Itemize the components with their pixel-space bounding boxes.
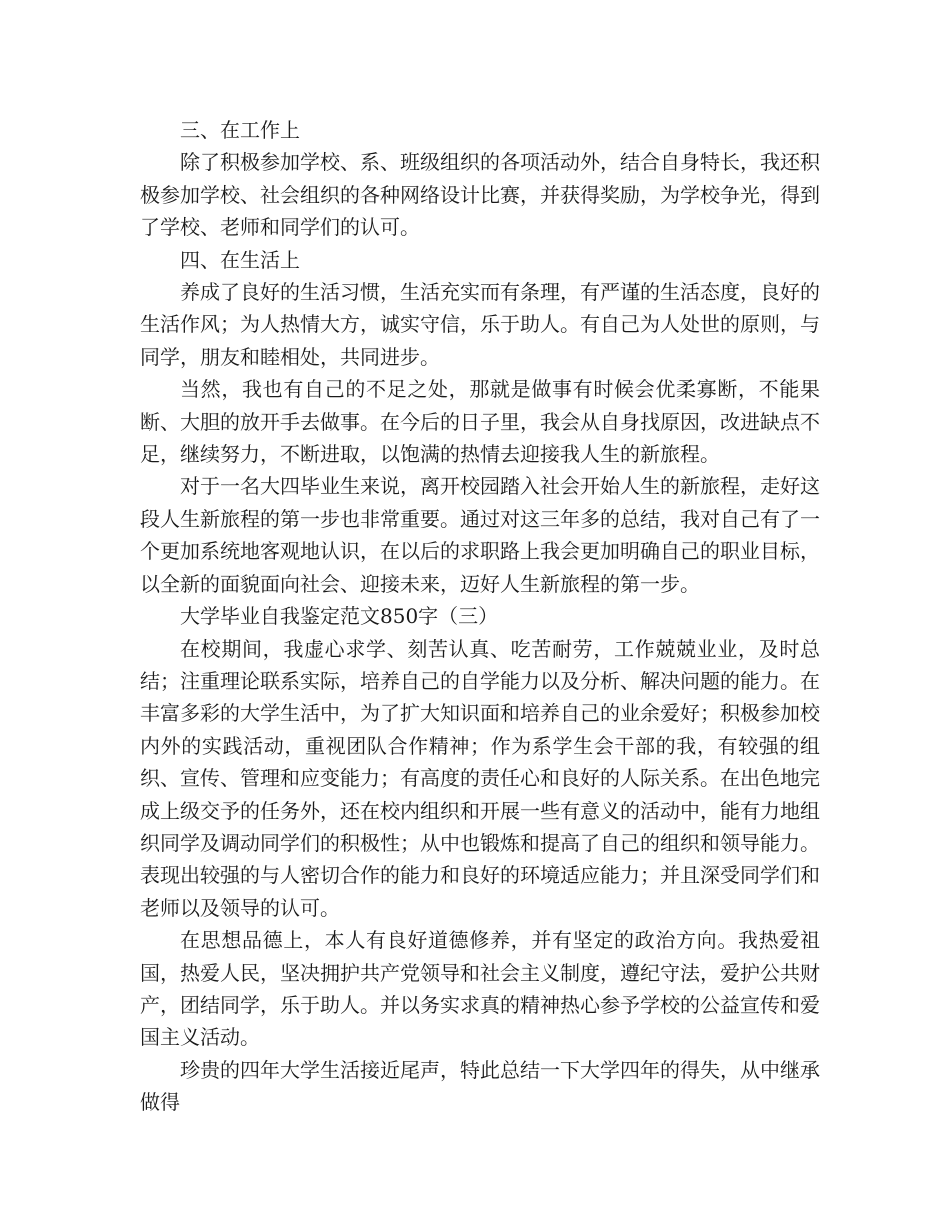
paragraph-life: 养成了良好的生活习惯，生活充实而有条理，有严谨的生活态度，良好的生活作风；为人热情大方，诚实守信，乐于助人。有自己为人处世的原则，与同学，朋友和睦相处，共同进步。 bbox=[140, 280, 820, 369]
paragraph-shortcomings: 当然，我也有自己的不足之处，那就是做事有时候会优柔寡断，不能果断、大胆的放开手去做事。在今后的日子里，我会从自身找原因，改进缺点不足，继续努力，不断进取，以饱满的热情去迎接我人生的新旅程。 bbox=[140, 377, 820, 467]
paragraph-work: 除了积极参加学校、系、班级组织的各项活动外，结合自身特长，我还积极参加学校、社会组织的各种网络设计比赛，并获得奖励，为学校争光，得到了学校、老师和同学们的认可。 bbox=[140, 150, 820, 240]
section-title-sample-three: 大学毕业自我鉴定范文850字（三） bbox=[180, 604, 499, 629]
paragraph-morality: 在思想品德上，本人有良好道德修养，并有坚定的政治方向。我热爱祖国，热爱人民，坚决拥护共产党领导和社会主义制度，遵纪守法，爱护公共财产，团结同学，乐于助人。并以务实求真的精神热心参予学校的公益宣传和爱国主义活动。 bbox=[140, 928, 820, 1050]
section-heading-life: 四、在生活上 bbox=[180, 247, 300, 272]
paragraph-summary: 珍贵的四年大学生活接近尾声，特此总结一下大学四年的得失，从中继承做得 bbox=[140, 1057, 820, 1115]
document-body bbox=[140, 114, 820, 1119]
paragraph-graduation: 对于一名大四毕业生来说，离开校园踏入社会开始人生的新旅程，走好这段人生新旅程的第一步也非常重要。通过对这三年多的总结，我对自己有了一个更加系统地客观地认识，在以后的求职路上我会更加明确自己的职业目标，以全新的面貌面向社会、迎接未来，迈好人生新旅程的第一步。 bbox=[140, 474, 820, 596]
paragraph-campus-period: 在校期间，我虚心求学、刻苦认真、吃苦耐劳，工作兢兢业业，及时总结；注重理论联系实际，培养自己的自学能力以及分析、解决问题的能力。在丰富多彩的大学生活中，为了扩大知识面和培养自己的业余爱好；积极参加校内外的实践活动，重视团队合作精神；作为系学生会干部的我，有较强的组织、宣传、管理和应变能力；有高度的责任心和良好的人际关系。在出色地完成上级交予的任务外，还在校内组织和开展一些有意义的活动中，能有力地组织同学及调动同学们的积极性；从中也锻炼和提高了自己的组织和领导能力。表现出较强的与人密切合作的能力和良好的环境适应能力；并且深受同学们和老师以及领导的认可。 bbox=[140, 636, 820, 920]
section-heading-work: 三、在工作上 bbox=[180, 118, 300, 142]
